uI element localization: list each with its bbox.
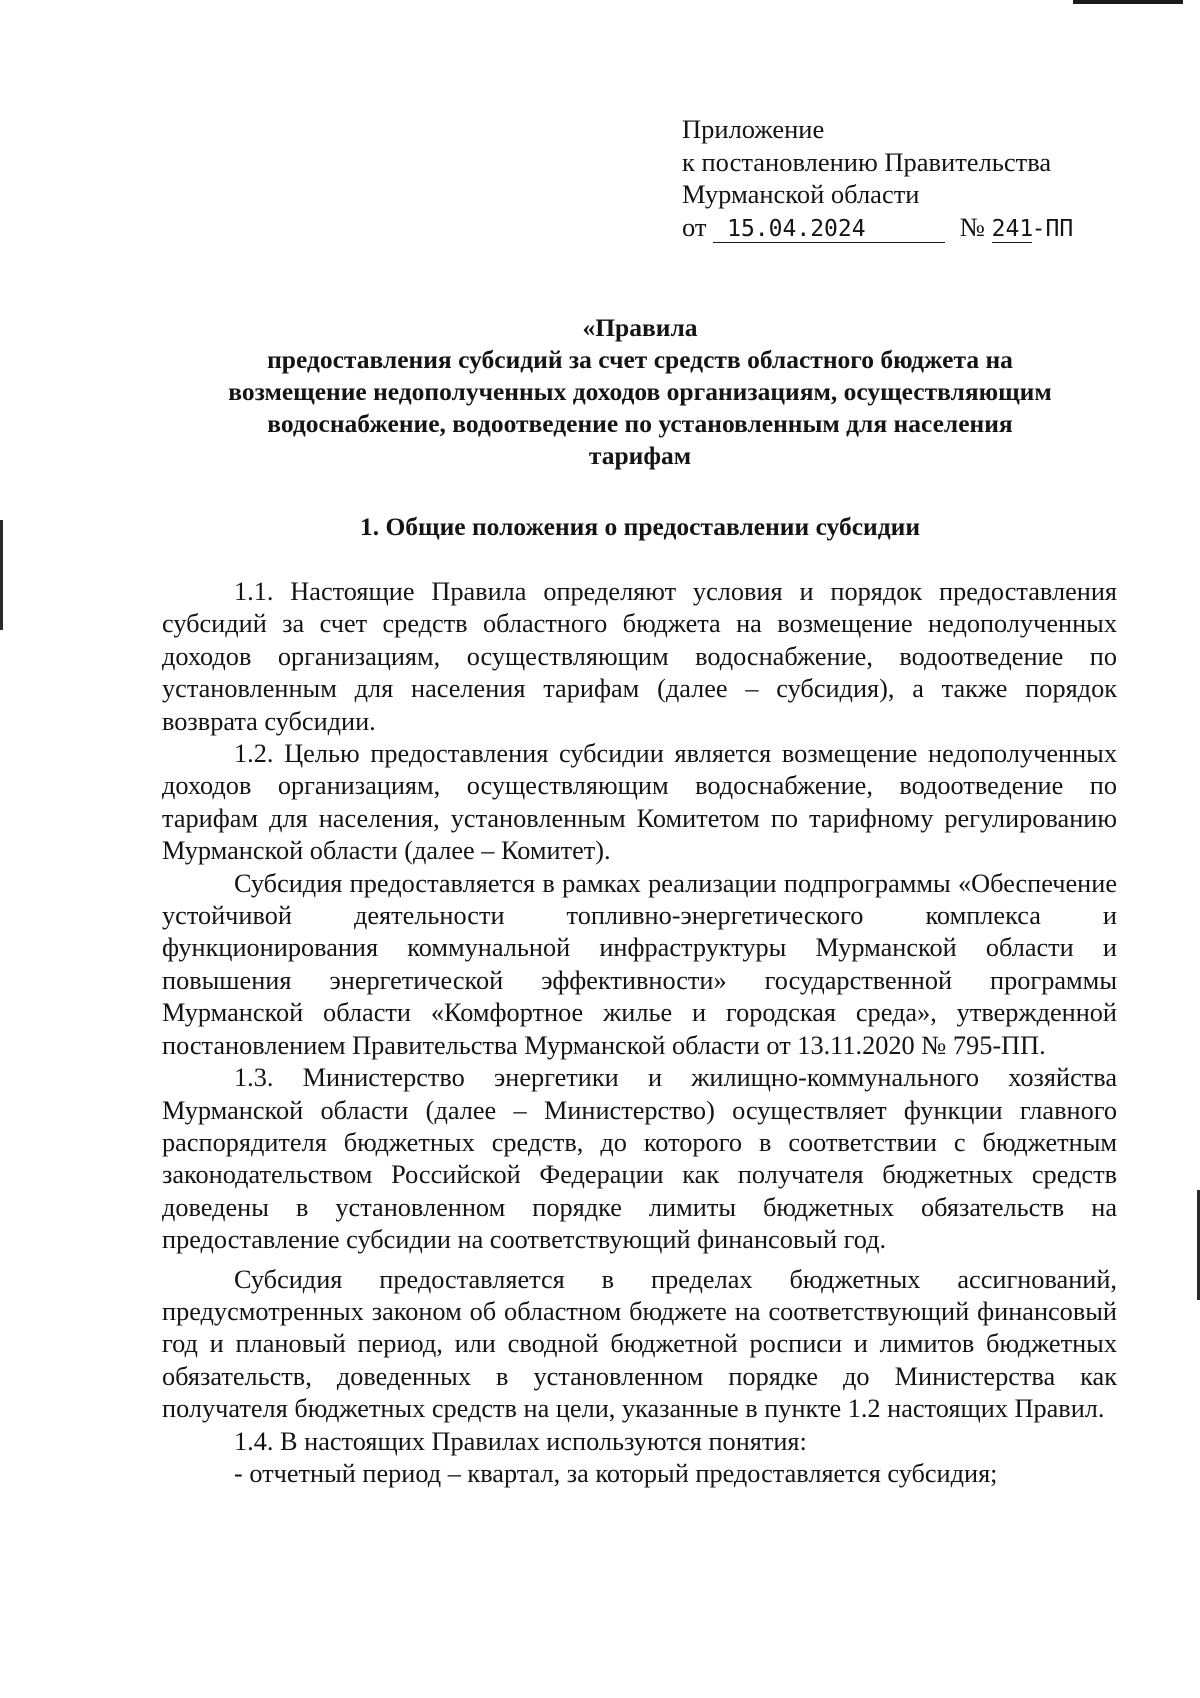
appendix-region: Мурманской области: [682, 179, 920, 209]
paragraph-1-2-subsidy: Субсидия предоставляется в рамках реализации подпрограммы «Обеспечение устойчивой деятельности топливно-энергетического комплекса и функционирования коммунальной инфраструктуры Мурманской области и повышения энергетической эффективности» государственной программы Мурманской области «Комфортное жилье и городская среда», утвержденной постановлением Правительства Мурманской области от 13.11.2020 № 795-ПП.: [162, 868, 1117, 1060]
document-body: [162, 576, 1117, 1490]
title-line-5: тарифам: [588, 441, 692, 470]
appendix-header: [682, 113, 1073, 245]
section-heading: 1. Общие положения о предоставлении субсидии: [359, 512, 921, 541]
title-line-4: водоснабжение, водоотведение по установленным для населения: [267, 409, 1013, 438]
definition-item: - отчетный период – квартал, за который предоставляется субсидия;: [234, 1458, 998, 1488]
paragraph-1-2: 1.2. Целью предоставления субсидии является возмещение недополученных доходов организациям, осуществляющим водоснабжение, водоотведение по тарифам для населения, установленным Комитетом по тарифному регулированию Мурманской области (далее – Комитет).: [162, 739, 1117, 866]
appendix-title: Приложение: [682, 114, 825, 144]
scan-artifact-top: [1073, 0, 1183, 4]
paragraph-1-4: 1.4. В настоящих Правилах используются понятия:: [234, 1426, 807, 1456]
title-line-2: предоставления субсидий за счет средств областного бюджета на: [267, 345, 1013, 374]
scan-artifact-left: [0, 520, 3, 630]
date-prefix: от: [682, 211, 707, 242]
resolution-date: 15.04.2024: [713, 216, 945, 243]
resolution-number: 241: [991, 215, 1034, 242]
paragraph-1-3-subsidy: Субсидия предоставляется в пределах бюджетных ассигнований, предусмотренных законом об областном бюджете на соответствующий финансовый год и плановый период, или сводной бюджетной росписи и лимитов бюджетных обязательств, доведенных в установленном порядке до Министерства как получателя бюджетных средств на цели, указанные в пункте 1.2 настоящих Правил.: [162, 1264, 1117, 1424]
appendix-date-number-line: [682, 211, 1073, 246]
paragraph-1-3: 1.3. Министерство энергетики и жилищно-коммунального хозяйства Мурманской области (далее – Министерство) осуществляет функции главного распорядителя бюджетных средств, до которого в соответствии с бюджетным законодательством Российской Федерации как получателя бюджетных средств доведены в установленном порядке лимиты бюджетных обязательств на предоставление субсидии на соответствующий финансовый год.: [162, 1063, 1117, 1255]
title-line-3: возмещение недополученных доходов организациям, осуществляющим: [228, 377, 1052, 406]
paragraph-1-1: 1.1. Настоящие Правила определяют условия и порядок предоставления субсидий за счет средств областного бюджета на возмещение недополученных доходов организациям, осуществляющим водоснабжение, водоотведение по установленным для населения тарифам (далее – субсидия), а также порядок возврата субсидии.: [162, 577, 1117, 736]
title-line-1: «Правила: [582, 313, 698, 342]
number-prefix: №: [959, 211, 986, 242]
document-title: [130, 312, 1150, 472]
resolution-number-suffix: -ПП: [1031, 215, 1074, 242]
appendix-resolution-ref: к постановлению Правительства: [682, 146, 1052, 177]
